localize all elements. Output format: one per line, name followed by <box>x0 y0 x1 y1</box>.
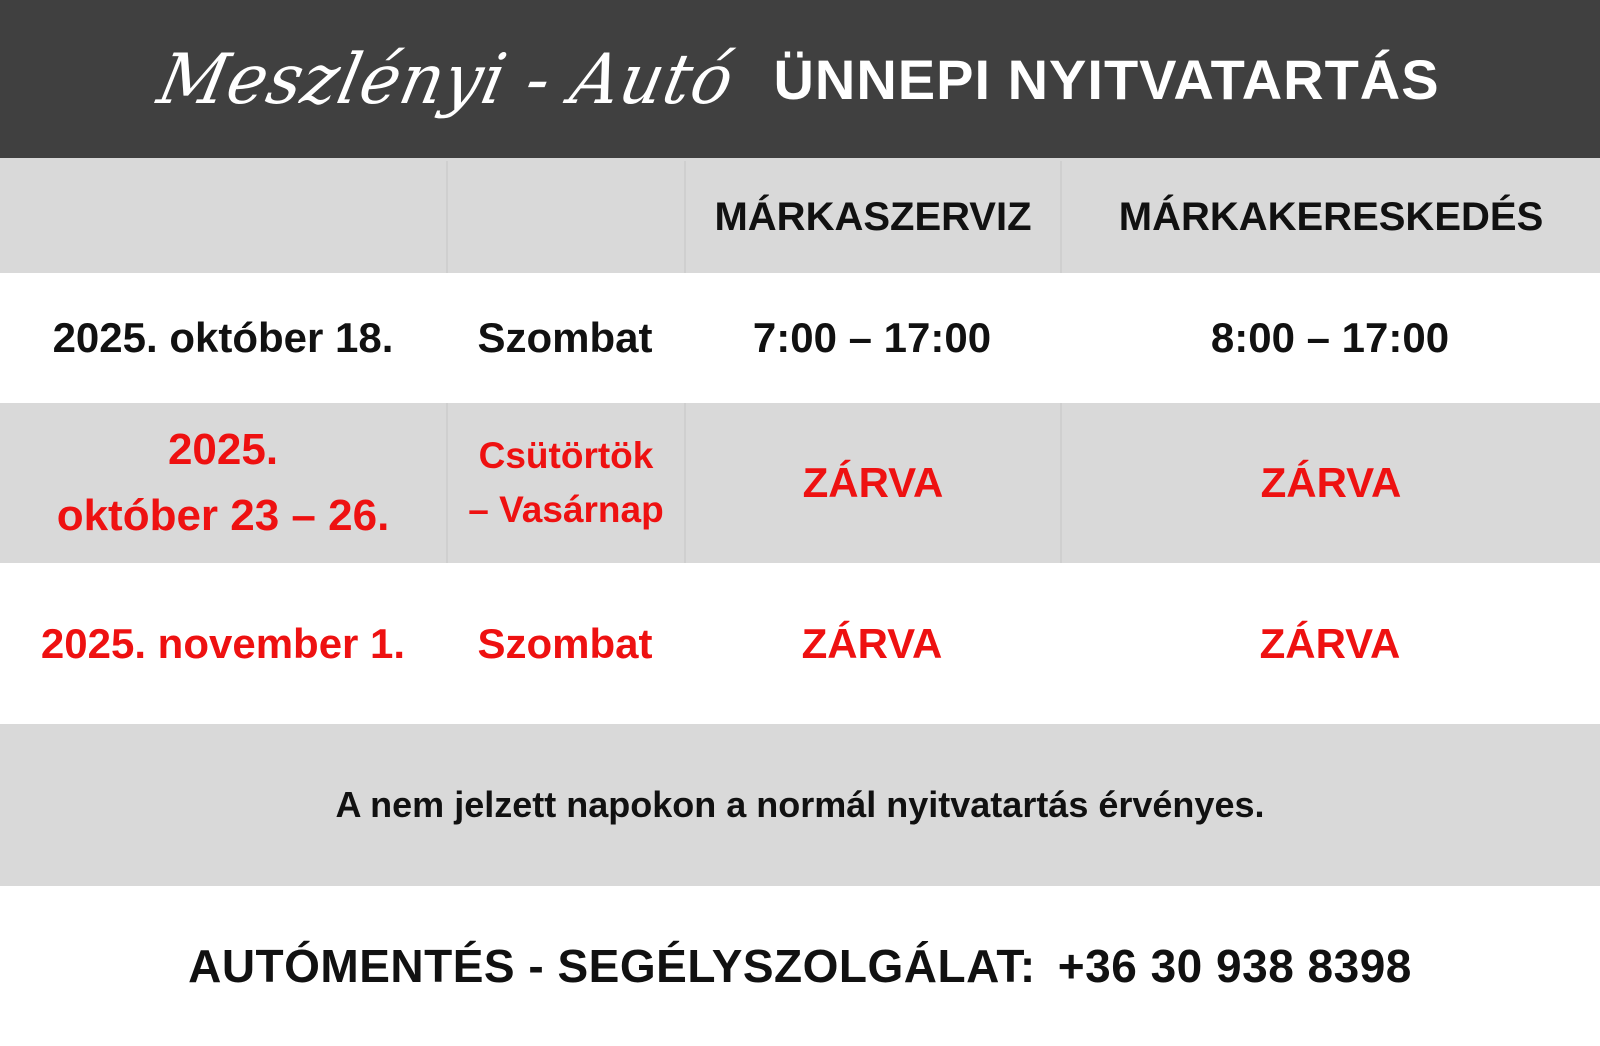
row-day: Szombat <box>477 314 653 361</box>
row-dealership-hours: ZÁRVA <box>1060 403 1600 563</box>
row-date: 2025. október 18. <box>52 314 394 361</box>
column-header-date <box>0 161 446 273</box>
row-service-hours: ZÁRVA <box>684 403 1060 563</box>
footer-hotline <box>0 886 1600 1046</box>
column-header-day <box>446 161 684 273</box>
table-row <box>0 563 1600 724</box>
page-title: ÜNNEPI NYITVATARTÁS <box>773 47 1440 111</box>
row-day <box>446 403 684 563</box>
row-dealership-hours: ZÁRVA <box>1259 619 1401 667</box>
row-day-line2: – Vasárnap <box>468 489 664 530</box>
table-header-row <box>0 161 1600 273</box>
column-header-service: MÁRKASZERVIZ <box>684 161 1060 273</box>
hotline-label: AUTÓMENTÉS - SEGÉLYSZOLGÁLAT: <box>188 940 1036 992</box>
header-banner <box>0 0 1600 158</box>
row-date-line2: október 23 – 26. <box>56 491 390 540</box>
table-row <box>0 403 1600 563</box>
row-date-line1: 2025. <box>167 425 279 474</box>
column-header-dealership: MÁRKAKERESKEDÉS <box>1060 161 1600 273</box>
row-service-hours: 7:00 – 17:00 <box>752 314 992 361</box>
row-day: Szombat <box>477 619 653 667</box>
row-dealership-hours: 8:00 – 17:00 <box>1210 314 1450 361</box>
row-day-line1: Csütörtök <box>478 435 654 476</box>
row-date <box>0 403 446 563</box>
info-note: A nem jelzett napokon a normál nyitvatartás érvényes. <box>0 724 1600 886</box>
table-row <box>0 273 1600 403</box>
row-service-hours: ZÁRVA <box>801 619 943 667</box>
row-date: 2025. november 1. <box>40 619 406 667</box>
hotline-phone[interactable]: +36 30 938 8398 <box>1057 940 1412 992</box>
brand-logo: Meszlényi - Autó <box>151 38 743 120</box>
